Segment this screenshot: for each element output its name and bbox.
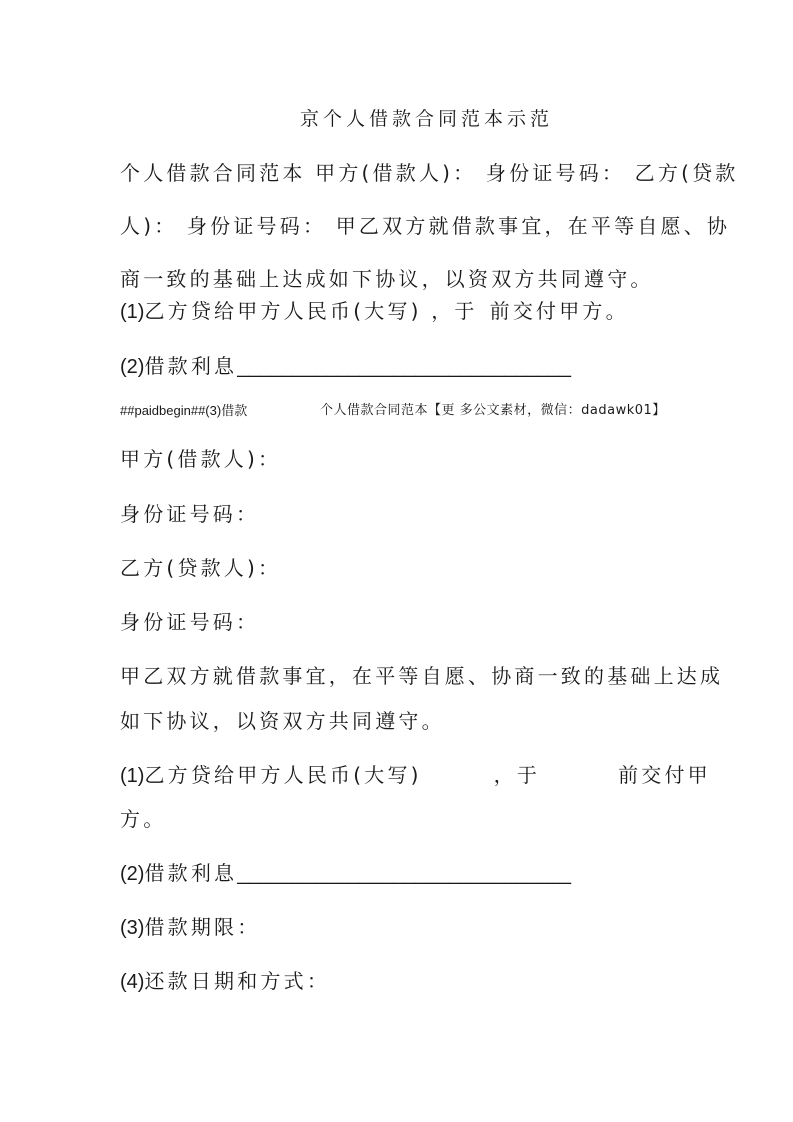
intro-line-1: 个人借款合同范本 甲方(借款人)： 身份证号码： 乙方(贷款	[120, 161, 739, 185]
clause-3-text: 借款期限：	[144, 915, 261, 939]
clause-1-short-text-b: 前交付甲方。	[489, 299, 629, 323]
interest-blank: ______________________________	[237, 863, 571, 885]
clause-1-text-a: 乙方贷给甲方人民币(大写)	[144, 763, 422, 787]
clause-2-short	[120, 353, 676, 380]
watermark-left: ##paidbegin##(3)借款	[120, 403, 248, 418]
watermark-right: 个人借款合同范本【更 多公文素材，微信：dadawk01】	[320, 403, 666, 418]
document-title: 京个人借款合同范本示范	[299, 108, 553, 130]
intro-line-3: 商一致的基础上达成如下协议，以资双方共同遵守。	[120, 267, 654, 291]
clause-2-text: 借款利息	[144, 861, 238, 885]
clause-2-short-text: 借款利息	[144, 354, 238, 378]
interest-blank-short: ______________________________	[237, 356, 571, 378]
clause-4-text: 还款日期和方式：	[144, 969, 331, 993]
clause-1-text-b: ，于	[493, 763, 541, 787]
party-a-id-label: 身份证号码：	[120, 502, 260, 526]
agreement-line-1: 甲乙双方就借款事宜，在平等自愿、协商一致的基础上达成	[120, 664, 724, 688]
clause-1-text-c: 前交付甲	[618, 763, 711, 787]
party-b-label: 乙方(贷款人)：	[120, 556, 282, 580]
clause-2-prefix: (2)	[120, 863, 145, 885]
clause-1	[120, 762, 711, 789]
party-b-id-label: 身份证号码：	[120, 610, 260, 634]
clause-1-prefix: (1)	[120, 765, 145, 787]
clause-2	[120, 860, 676, 887]
party-a-label: 甲方(借款人)：	[120, 447, 282, 471]
clause-3-prefix: (3)	[120, 917, 145, 939]
agreement-line-2: 如下协议，以资双方共同遵守。	[120, 709, 445, 733]
clause-3	[120, 914, 676, 941]
clause-1-short-text-a: 乙方贷给甲方人民币(大写) ，于	[144, 299, 478, 323]
intro-line-2: 人)： 身份证号码： 甲乙双方就借款事宜，在平等自愿、协	[120, 214, 731, 238]
clause-1-short	[120, 298, 676, 325]
clause-1-short-prefix: (1)	[120, 301, 145, 323]
clause-1-line-2: 方。	[120, 807, 167, 831]
clause-4-prefix: (4)	[120, 971, 145, 993]
clause-4	[120, 968, 676, 995]
clause-2-short-prefix: (2)	[120, 356, 145, 378]
